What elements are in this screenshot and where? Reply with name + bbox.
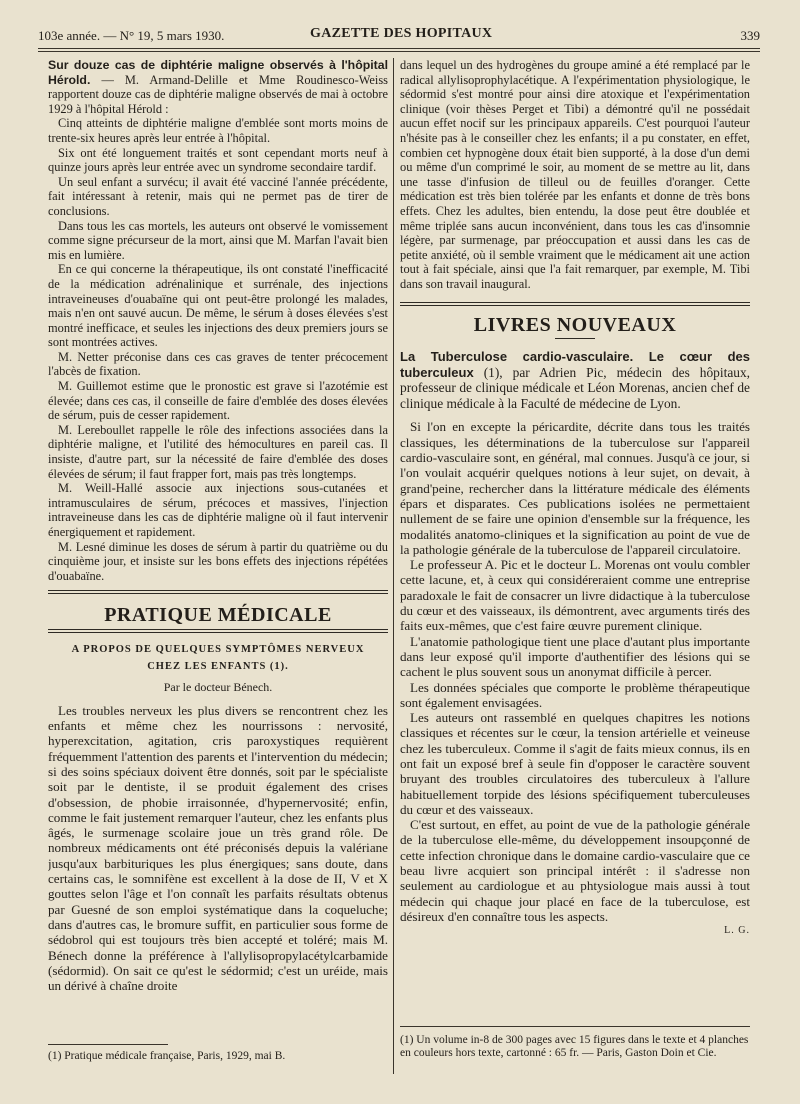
- header-rule-2: [38, 51, 760, 52]
- report-paragraph: M. Weill-Hallé associe aux injections sous-cutanées et intramusculaires de sérum, précoces et massives, l'injection intraveineuse dans les cas de diphtérie maligne où il faut intervenir énergiquement et rapidement.: [48, 481, 388, 539]
- section-rule: [48, 590, 388, 594]
- article-title-line-2: CHEZ LES ENFANTS (1).: [147, 660, 289, 672]
- journal-title: GAZETTE DES HOPITAUX: [310, 26, 493, 41]
- report-paragraph: Un seul enfant a survécu; il avait été vacciné l'année précédente, fait intéressant à retenir, mais qui ne permet pas de tirer de conclusions.: [48, 174, 388, 218]
- review-paragraph: Si l'on en excepte la péricardite, décrite dans tous les traités classiques, les déterminations de la tuberculose sur l'appareil cardio-vasculaire sont, en général, mal connues. Jusqu'à ce jour, si l'on voulait acquérir quelques notions à leur sujet, on devait, à grand'peine, rechercher dans la littérature médicale des éléments épars et disparates. Ces publications isolées ne permettaient nullement de se faire une opinion d'ensemble sur la fréquence, les modalités anatomo-cliniques et la signification au point de vue de la pathologie générale de la tuberculose de l'appareil circulatoire.: [400, 419, 750, 557]
- article-body: [48, 703, 388, 994]
- review-paragraph: Les auteurs ont rassemblé en quelques chapitres les notions classiques et récentes sur le cœur, la tension artérielle et veineuse chez les tuberculeux. Comme il s'agit de faits mieux connus, ils en ont fait un exposé bref à seule fin d'opposer le caractère souvent bruyant des troubles circulatoires des tuberculeux à l'allure habituellement torpide des lésions spécifiquement tuberculeuses du cœur et des vaisseaux.: [400, 710, 750, 817]
- report-title: Sur douze cas de diphtérie maligne observés à l'hôpital Hérold.: [48, 58, 388, 87]
- report-paragraph: Six ont été longuement traités et sont cependant morts neuf à quinze jours après leur entrée avec un syndrome secondaire tardif.: [48, 145, 388, 175]
- report-paragraph-1: Sur douze cas de diphtérie maligne observés à l'hôpital Hérold. — M. Armand-Delille et Mme Roudinesco-Weiss rapportent douze cas de diphtérie maligne observés de mai à octobre 1929 à l'hôpital Hérold :: [48, 58, 388, 116]
- book-details: (1), par Adrien Pic, médecin des hôpitaux, professeur de clinique médicale et Léon Morenas, ancien chef de clinique médicale à la Faculté de médecine de Lyon.: [400, 364, 750, 411]
- review-body: [400, 419, 750, 938]
- review-paragraph: C'est surtout, en effet, au point de vue de la pathologie générale de la tuberculose elle-même, du développement insoupçonné de cette infection chronique dans le domaine cardio-vasculaire que ce beau livre acquiert son principal intérêt : il s'adresse non seulement au cardiologue et au phtysiologue mais aussi à tout médecin qui chaque jour placé en face de la tuberculose, est désireux d'en connaître tous les aspects.: [400, 817, 750, 924]
- right-column: [400, 58, 750, 1044]
- review-paragraph: Les données spéciales que comporte le problème thérapeutique sont également envisagées.: [400, 679, 750, 710]
- review-paragraph: L'anatomie pathologique tient une place d'autant plus importante dans leur exposé qu'il importe d'authentifier des lésions qui se cachent le plus souvent sous un anonymat difficile à percer.: [400, 633, 750, 680]
- left-footnote: (1) Pratique médicale française, Paris, 1929, mai B.: [48, 1050, 286, 1062]
- continued-paragraph: dans lequel un des hydrogènes du groupe aminé a été remplacé par le radical allylisoprophylacétique. A l'expérimentation physiologique, le sédormid s'est montré pour ainsi dire atoxique et l'expérimentation clinique (voir thèses Perget et Tibi) a démontré qu'il ne possédait aucun effet nocif sur les principaux appareils. C'est pourquoi l'auteur n'hésite pas à le conseiller chez les enfants; il a pu constater, en effet, combien cet hypnogène doux était bien supporté, à la dose d'un demi ou même d'un comprimé le soir, au moment de se mettre au lit, dans une tasse d'infusion de tilleul ou de feuilles d'oranger. Cette médication est très bien tolérée par les enfants et donne de très bons effets. Chez les adultes, bien entendu, la dose peut être doublée et même triplée sans aucun inconvénient, dans tous les cas d'insomnie légère, par surmenage, par préoccupation et aussi dans les cas de petite anxiété, où il semble vraiment que le médicament ait une action tout à fait spéciale, ainsi que l'a fait remarquer, par exemple, M. Tibi dans son travail inaugural.: [400, 58, 750, 291]
- left-column: [48, 58, 388, 1044]
- footnote-rule: [48, 1044, 168, 1045]
- article-title-line-1: A PROPOS DE QUELQUES SYMPTÔMES NERVEUX: [71, 643, 365, 655]
- article-paragraph: Les troubles nerveux les plus divers se rencontrent chez les enfants et même chez les nourrissons : nervosité, hyperexcitation, agitation, cris paroxystiques requièrent fréquemment l'attention des parents et l'intervention du médecin; si des soins spéciaux doivent être donnés, soit par le spécialiste soit par le dentiste, il se produit également des crises d'obsession, de phobie irraisonnée, d'hypernervosité; enfin, comme le fait justement remarquer l'auteur, chez les enfants plus âgés, le surmenage scolaire joue un très grand rôle. De nombreux médicaments ont été préconisés depuis la valériane jusqu'aux barbituriques les plus énergiques; sans doute, dans certains cas, le somnifène est excellent à la dose de II, V et X gouttes selon l'âge et l'on connaît les parfaits résultats obtenus par Guesné de son emploi systématique dans la coqueluche; dans d'autres cas, le bromure suffit, en particulier sous forme de sédobrol qui est toujours très bien accepté et toléré; mais M. Bénech donne la préférence à l'allylisopropylacétylcarbamide (sédormid). On sait ce qu'est le sédormid; c'est un uréide, mais un dérivé à chaîne droite: [48, 702, 388, 994]
- review-paragraph: Le professeur A. Pic et le docteur L. Morenas ont voulu combler cette lacune, et, à ceux qui considéreraient comme une entreprise paradoxale le fait de consacrer un livre didactique à la tuberculose du cœur et des vaisseaux, ils démontrent, avec arguments tirés des faits eux-mêmes, que c'est faire œuvre purement clinique.: [400, 557, 750, 634]
- book-title: La Tuberculose cardio-vasculaire. Le cœur des tuberculeux: [400, 349, 750, 380]
- footnote-rule: [400, 1026, 750, 1027]
- column-divider: [393, 58, 394, 1074]
- title-underline: [555, 338, 595, 339]
- report-paragraph: M. Netter préconise dans ces cas graves de tenter précocement l'abcès de fixation.: [48, 349, 388, 379]
- page-header: [38, 24, 760, 46]
- report-paragraph: Dans tous les cas mortels, les auteurs ont observé le vomissement comme signe précurseur de la mort, ainsi que M. Marfan l'avait bien mis en lumière.: [48, 218, 388, 262]
- section-title-pratique: PRATIQUE MÉDICALE: [104, 604, 332, 627]
- review-signature: L. G.: [724, 925, 750, 937]
- report-paragraph: Cinq atteints de diphtérie maligne d'emblée sont morts moins de trente-six heures après leur entrée à l'hôpital.: [48, 116, 388, 145]
- report-paragraph: En ce qui concerne la thérapeutique, ils ont constaté l'inefficacité de la médication adrénalinique et surrénale, des injections intraveineuses d'ouabaïne qui ont peut-être prolongé les malades, mais n'en ont sauvé aucun. De même, le sérum à doses élevées s'est montré inefficace, et seules les injections des deux premiers jours se sont montrées actives.: [48, 262, 388, 350]
- section-rule: [48, 629, 388, 633]
- report-paragraph: M. Lesné diminue les doses de sérum à partir du quatrième ou du cinquième jour, et insiste sur les bons effets des injections répétées d'ouabaïne.: [48, 539, 388, 583]
- article-byline: Par le docteur Bénech.: [163, 680, 273, 695]
- report-paragraph: M. Lereboullet rappelle le rôle des infections associées dans la diphtérie maligne, et l'utilité des hémocultures en pareil cas. Il insiste, d'autre part, sur la nécessité de faire d'emblée des doses élevées de sérum; il faut frapper fort, mais pas très longtemps.: [48, 422, 388, 481]
- page-number: 339: [740, 28, 760, 43]
- section-title-livres: LIVRES NOUVEAUX: [473, 313, 677, 336]
- report-paragraph: M. Guillemot estime que le pronostic est grave si l'azotémie est élevée; dans ces cas, il conseille de faire d'emblée des doses élevées de sérum, puis de cesser rapidement.: [48, 379, 388, 423]
- right-footnote: (1) Un volume in-8 de 300 pages avec 15 figures dans le texte et 4 planches en couleurs hors texte, cartonné : 65 fr. — Paris, Gaston Doin et Cie.: [400, 1034, 749, 1059]
- header-rule: [38, 48, 760, 49]
- issue-info: 103e année. — N° 19, 5 mars 1930.: [38, 28, 225, 43]
- book-entry: [400, 349, 750, 411]
- section-rule: [400, 302, 750, 306]
